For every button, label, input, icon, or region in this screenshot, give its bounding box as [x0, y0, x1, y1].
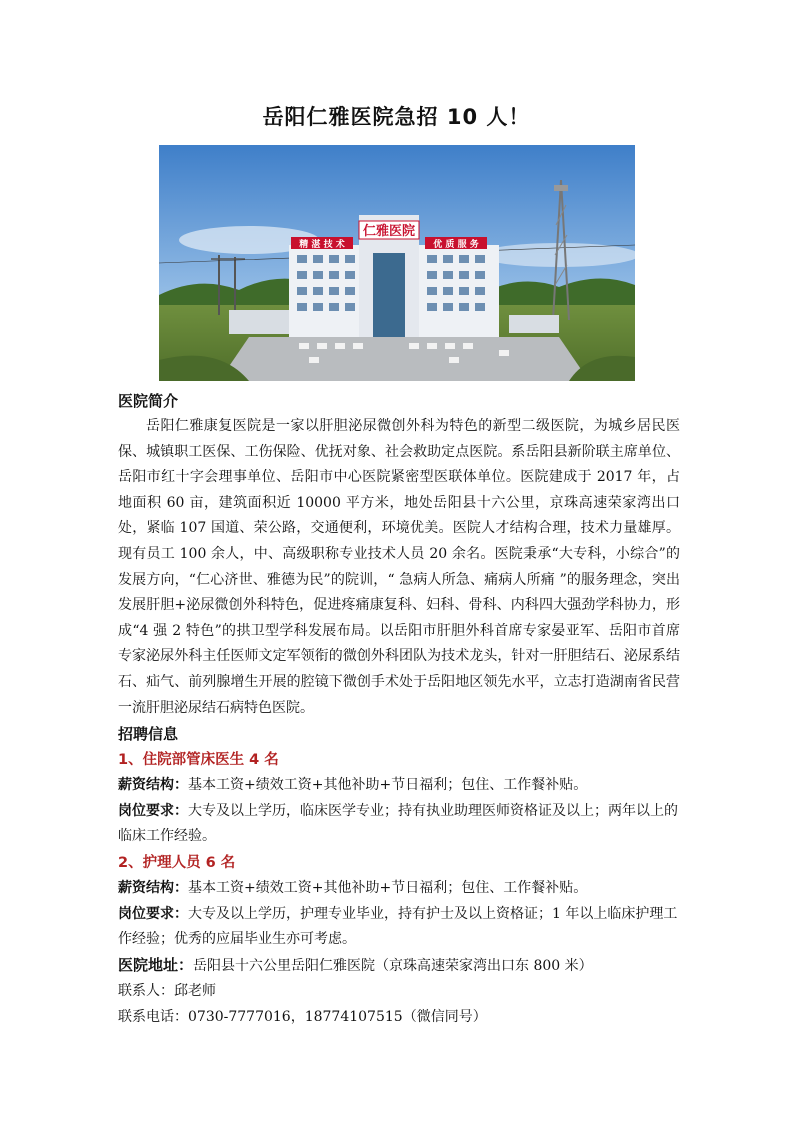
- sign-main: 仁雅医院: [362, 224, 416, 239]
- salary-line: [118, 773, 680, 799]
- page-title: 岳阳仁雅医院急招 10 人！: [262, 105, 531, 129]
- contact-person: 联系人：邱老师: [118, 983, 216, 1000]
- job-title: 2、护理人员 6 名: [118, 854, 236, 871]
- address-line: [118, 953, 680, 980]
- requirement-label: 岗位要求：: [118, 802, 188, 819]
- contact-phone: 联系电话：0730-7777016，18774107515（微信同号）: [118, 1008, 487, 1025]
- requirement-line: [118, 902, 680, 953]
- address-label: 医院地址：: [118, 955, 194, 974]
- requirement-value: 大专及以上学历，护理专业毕业，持有护士及以上资格证；1 年以上临床护理工作经验；优秀的应届毕业生亦可考虑。: [118, 905, 678, 948]
- recruit-heading: 招聘信息: [118, 725, 179, 744]
- job-title: 1、住院部管床医生 4 名: [118, 752, 279, 769]
- main-content: [118, 388, 680, 1030]
- job-section: [118, 747, 680, 850]
- hospital-photo: [159, 145, 635, 381]
- sign-left: 精 湛 技 术: [299, 240, 345, 250]
- salary-line: [118, 876, 680, 902]
- job-section: [118, 850, 680, 953]
- requirement-line: [118, 799, 680, 850]
- requirement-label: 岗位要求：: [118, 905, 188, 922]
- requirement-value: 大专及以上学历，临床医学专业；持有执业助理医师资格证及以上；两年以上的临床工作经验。: [118, 802, 678, 845]
- salary-label: 薪资结构：: [118, 777, 188, 794]
- salary-value: 基本工资+绩效工资+其他补助+节日福利；包住、工作餐补贴。: [188, 879, 588, 896]
- intro-heading: 医院简介: [118, 392, 179, 410]
- salary-value: 基本工资+绩效工资+其他补助+节日福利；包住、工作餐补贴。: [188, 777, 588, 794]
- intro-text: 岳阳仁雅康复医院是一家以肝胆泌尿微创外科为特色的新型二级医院，为城乡居民医保、城镇职工医保、工伤保险、优抚对象、社会救助定点医院。系岳阳县新阶联主席单位、岳阳市红十字会理事单位、岳阳市中心医院紧密型医联体单位。医院建成于 2017 年，占地面积 60 亩，建筑面积近 10000 平方米，地处岳阳县十六公里，京珠高速荣家湾出口处，紧临 107 国道、荣公路，交通便利，环境优美。医院人才结构合理，技术力量雄厚。现有员工 100 余人，中、高级职称专业技术人员 20 余名。医院秉承“大专科，小综合”的发展方向，“仁心济世、雅德为民”的院训，“ 急病人所急、痛病人所痛 ”的服务理念，突出发展肝胆+泌尿微创外科特色，促进疼痛康复科、妇科、骨科、内科四大强劲学科协力，形成“4 强 2 特色”的拱卫型学科发展布局。以岳阳市肝胆外科首席专家晏亚军、岳阳市首席专家泌尿外科主任医师文定军领衔的微创外科团队为技术龙头，针对一肝胆结石、泌尿系结石、疝气、前列腺增生开展的腔镜下微创手术处于岳阳地区领先水平，立志打造湖南省民营一流肝胆泌尿结石病特色医院。: [118, 418, 680, 716]
- address-value: 岳阳县十六公里岳阳仁雅医院（京珠高速荣家湾出口东 800 米）: [193, 957, 593, 974]
- sign-right: 优 质 服 务: [433, 240, 479, 250]
- salary-label: 薪资结构：: [118, 879, 188, 896]
